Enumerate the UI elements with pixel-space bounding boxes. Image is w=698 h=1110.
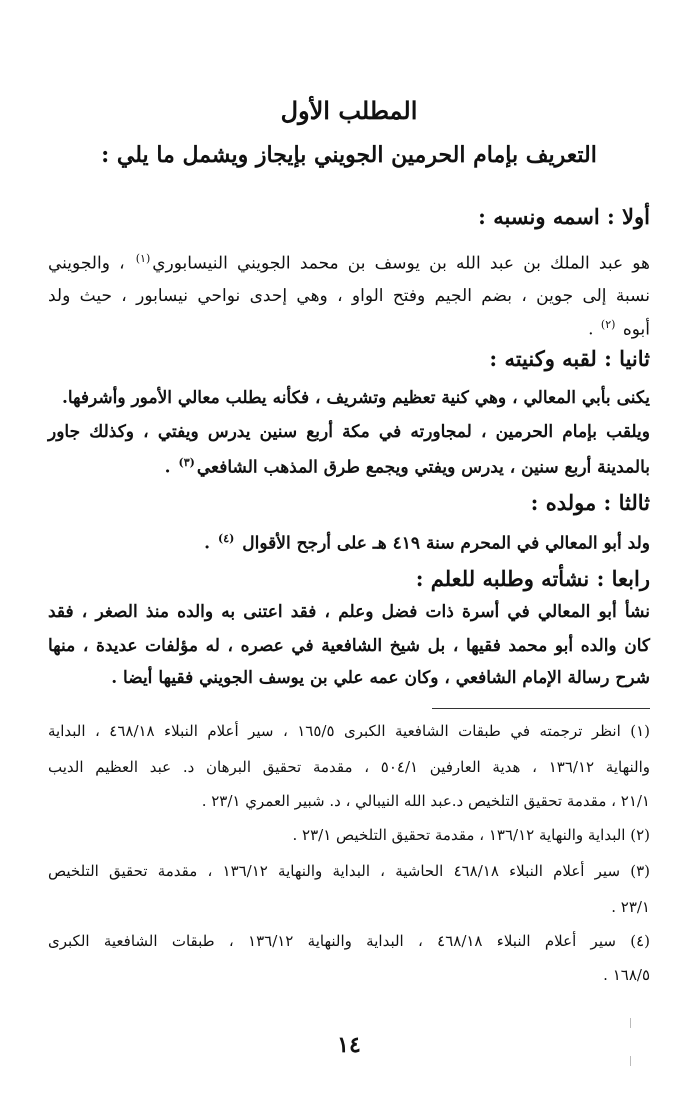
footnote-ref: (١) xyxy=(135,252,151,265)
footnote-ref: (٤) xyxy=(218,532,235,545)
footnote-line: (٤) سير أعلام النبلاء ٤٦٨/١٨ ، البداية والنهاية ١٣٦/١٢ ، طبقات الشافعية الكبرى xyxy=(48,932,650,950)
paragraph-line: شرح رسالة الإمام الشافعي ، وكان عمه علي بن يوسف الجويني فقيها أيضا . xyxy=(111,668,650,688)
paragraph-line: نشأ أبو المعالي في أسرة ذات فضل وعلم ، فقد اعتنى به والده منذ الصغر ، فقد xyxy=(48,602,650,622)
text-segment: . xyxy=(204,533,211,554)
footnote-separator xyxy=(432,708,650,709)
footnote-line: (٣) سير أعلام النبلاء ٤٦٨/١٨ الحاشية ، البداية والنهاية ١٣٦/١٢ ، مقدمة تحقيق التلخيص xyxy=(48,862,650,880)
paragraph-line xyxy=(48,532,650,554)
footnote-line: (٢) البداية والنهاية ١٣٦/١٢ ، مقدمة تحقيق التلخيص ٢٣/١ . xyxy=(292,826,650,844)
paragraph-line xyxy=(48,318,650,340)
paragraph-line xyxy=(48,252,650,274)
text-segment: هو عبد الملك بن عبد الله بن يوسف بن محمد الجويني النيسابوري xyxy=(152,253,651,274)
section-subtitle: التعريف بإمام الحرمين الجويني بإيجاز ويشمل ما يلي : xyxy=(101,142,597,168)
text-segment: . xyxy=(588,319,594,340)
footnote-ref: (٣) xyxy=(178,456,195,469)
scan-mark xyxy=(630,1018,631,1028)
section-title: المطلب الأول xyxy=(280,96,418,125)
footnote-ref: (٢) xyxy=(600,318,616,331)
footnote-line: ٢١/١ ، مقدمة تحقيق التلخيص د.عبد الله النيبالي ، د. شبير العمري ٢٣/١ . xyxy=(201,792,650,810)
text-segment: أبوه xyxy=(622,319,650,340)
footnote-line: والنهاية ١٣٦/١٢ ، هدية العارفين ٥٠٤/١ ، مقدمة تحقيق البرهان د. عبد العظيم الديب xyxy=(48,758,650,776)
footnote-line: ٢٣/١ . xyxy=(611,898,650,916)
paragraph-line: نسبة إلى جوين ، بضم الجيم وفتح الواو ، وهي إحدى نواحي نيسابور ، حيث ولد xyxy=(48,286,650,306)
page-number: ١٤ xyxy=(337,1032,361,1058)
paragraph-line: كان والده أبو محمد فقيها ، بل شيخ الشافعية في عصره ، له مؤلفات عديدة ، منها xyxy=(48,636,650,656)
heading-birth: ثالثا : مولده : xyxy=(530,490,650,515)
text-segment: بالمدينة أربع سنين ، يدرس ويفتي ويجمع طرق المذهب الشافعي xyxy=(196,457,650,478)
text-segment: ، والجويني xyxy=(48,253,125,274)
scan-mark xyxy=(630,1056,631,1066)
heading-name-lineage: أولا : اسمه ونسبه : xyxy=(478,204,650,229)
paragraph-line xyxy=(48,456,650,478)
paragraph-line: يكنى بأبي المعالي ، وهي كنية تعظيم وتشريف ، فكأنه يطلب معالي الأمور وأشرفها. xyxy=(61,388,650,408)
paragraph-line: ويلقب بإمام الحرمين ، لمجاورته في مكة أربع سنين يدرس ويفتي ، وكذلك جاور xyxy=(48,422,650,442)
heading-title-kunya: ثانيا : لقبه وكنيته : xyxy=(489,346,650,371)
footnote-line: ١٦٨/٥ . xyxy=(603,966,650,984)
footnote-line: (١) انظر ترجمته في طبقات الشافعية الكبرى ١٦٥/٥ ، سير أعلام النبلاء ٤٦٨/١٨ ، البداية xyxy=(48,722,651,740)
text-segment: ولد أبو المعالي في المحرم سنة ٤١٩ هـ على أرجح الأقوال xyxy=(242,533,650,554)
text-segment: . xyxy=(164,457,171,478)
heading-upbringing: رابعا : نشأته وطلبه للعلم : xyxy=(415,566,650,591)
